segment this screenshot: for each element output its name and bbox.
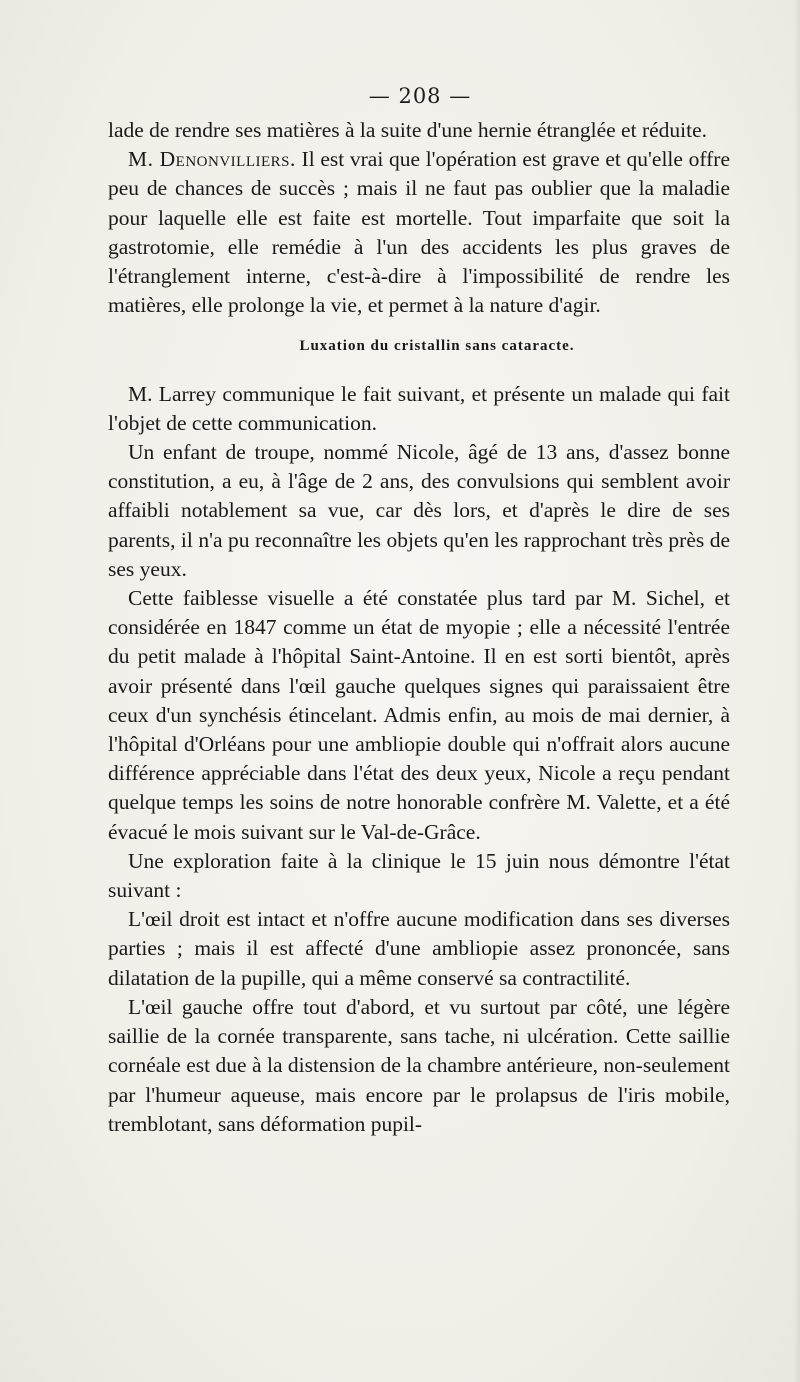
page-edge-shadow bbox=[794, 0, 800, 1382]
section-title: Luxation du cristallin sans cataracte. bbox=[299, 338, 575, 355]
paragraph-denonvilliers bbox=[108, 145, 730, 320]
page-body bbox=[108, 116, 730, 1139]
speaker-name: M. Denonvilliers. bbox=[128, 147, 296, 172]
paragraph-case-history: Un enfant de troupe, nommé Nicole, âgé de 13 ans, d'assez bonne constitution, a eu, à l'âge de 2 ans, des convulsions qui semblent avoir affaibli notablement sa vue, car dès lors, et d'après le dire de ses parents, il n'a pu reconnaître les objets qu'en les rapprochant très près de ses yeux. bbox=[108, 440, 730, 581]
paragraph-left-eye: L'œil gauche offre tout d'abord, et vu surtout par côté, une légère saillie de la cornée transparente, sans tache, ni ulcération. Cette saillie cornéale est due à la distension de la chambre antérieure, non-seulement par l'humeur aqueuse, mais encore par le prolapsus de l'iris mobile, tremblotant, sans déformation pupil- bbox=[108, 994, 730, 1136]
paragraph-denonvilliers-text: Il est vrai que l'opération est grave et qu'elle offre peu de chances de succès ; mais il ne faut pas oublier que la maladie pour laquelle elle est faite est mortelle. Tout imparfaite que soit la gastrotomie, elle remédie à l'un des accidents les plus graves de l'étranglement interne, c'est-à-dire à l'impossibilité de rendre les matières, elle prolonge la vie, et permet à la nature d'agir. bbox=[108, 147, 730, 318]
paragraph-right-eye: L'œil droit est intact et n'offre aucune modification dans ses diverses parties ; mais il est affecté d'une ambliopie assez prononcée, sans dilatation de la pupille, qui a même conservé sa contractilité. bbox=[108, 907, 730, 990]
page-number: — 208 — bbox=[368, 84, 472, 108]
paragraph-larrey: M. Larrey communique le fait suivant, et présente un malade qui fait l'objet de cette communication. bbox=[108, 381, 730, 435]
paragraph-continuation: lade de rendre ses matières à la suite d'une hernie étranglée et réduite. bbox=[108, 118, 708, 142]
paragraph-exploration: Une exploration faite à la clinique le 15 juin nous démontre l'état suivant : bbox=[108, 848, 730, 903]
paragraph-visual-weakness: Cette faiblesse visuelle a été constatée plus tard par M. Sichel, et considérée en 1847 comme un état de myopie ; elle a nécessité l'entrée du petit malade à l'hôpital Saint-Antoine. Il en est sorti bientôt, après avoir présenté dans l'œil gauche quelques signes qui paraissaient être ceux d'un synchésis étincelant. Admis enfin, au mois de mai dernier, à l'hôpital d'Orléans pour une ambliopie double qui n'offrait alors aucune différence appréciable dans l'état des deux yeux, Nicole a reçu pendant quelque temps les soins de notre honorable confrère M. Valette, et a été évacué le mois suivant sur le Val-de-Grâce. bbox=[108, 586, 730, 844]
